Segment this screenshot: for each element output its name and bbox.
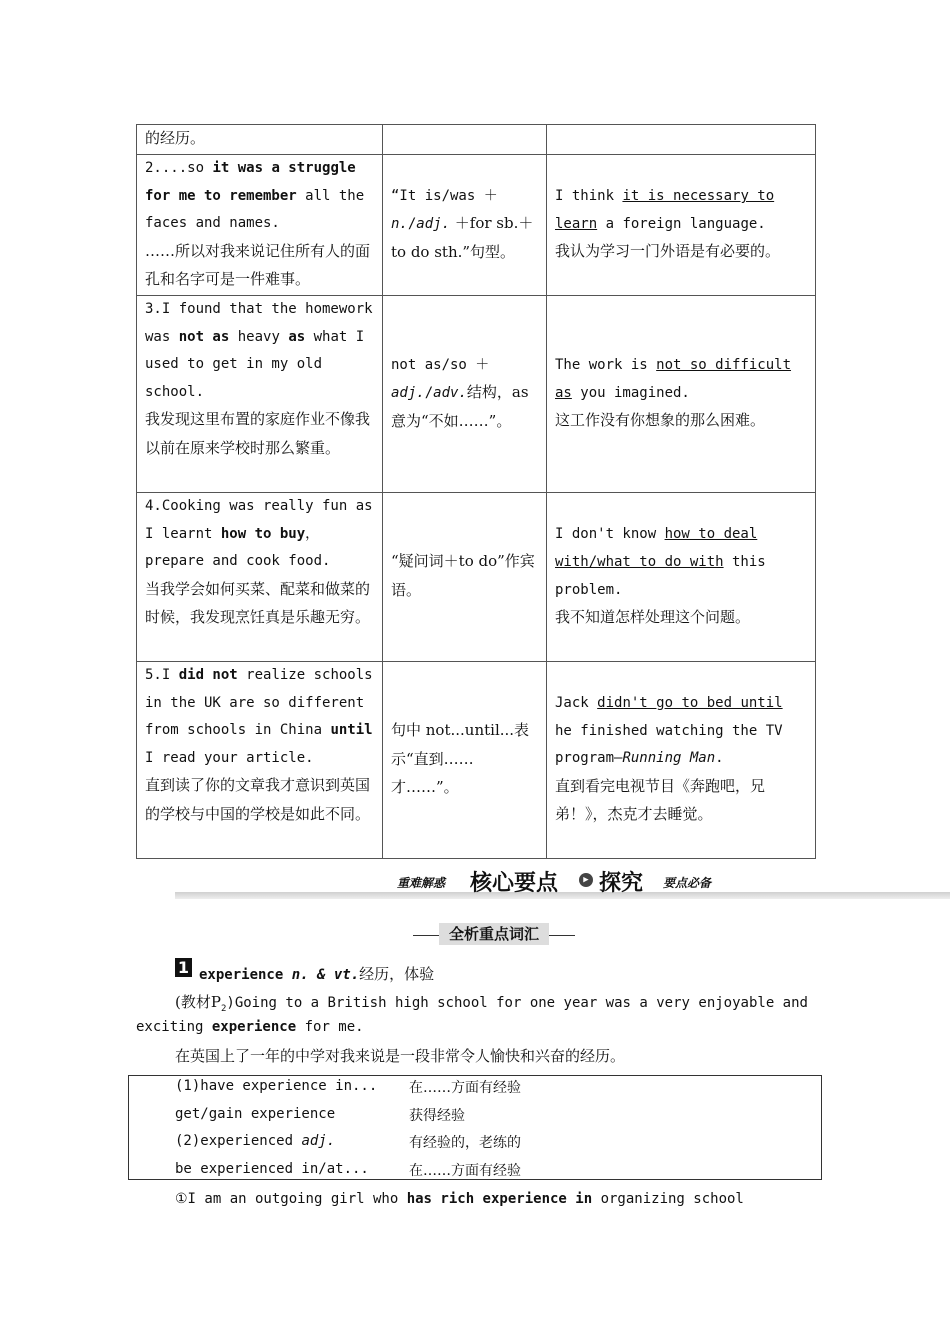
cell-text: 我不知道怎样处理这个问题。 xyxy=(555,608,751,627)
cell-text: adv. xyxy=(433,385,467,402)
table-cell xyxy=(547,296,816,493)
cell-text: how to deal with/what to do with xyxy=(555,526,758,570)
cell-text: it was a struggle for me to remember xyxy=(145,160,356,204)
cell-text: adj. xyxy=(391,385,425,402)
cell-text: until xyxy=(330,722,373,739)
cell-text: how to buy xyxy=(220,525,306,542)
table-row xyxy=(137,662,816,859)
cell-text: / xyxy=(424,385,434,402)
section-subtitle xyxy=(413,923,575,947)
cell-text: ……所以对我来说记住所有人的面孔和名字可是一件难事。 xyxy=(145,241,371,289)
example-line-2: exciting experience for me. xyxy=(136,1019,364,1035)
cell-text: 2....so xyxy=(145,160,213,176)
table-cell xyxy=(547,493,816,662)
cell-text: I don't know xyxy=(555,526,665,543)
phrase-4-en: be experienced in/at... xyxy=(175,1161,369,1177)
cell-text: n. xyxy=(391,216,408,233)
table-cell xyxy=(547,662,816,859)
banner-title-a: 核心要点 xyxy=(470,871,559,896)
section-banner xyxy=(175,866,950,902)
cell-text: all the faces and names. xyxy=(145,187,365,232)
entry-meaning: 经历，体验 xyxy=(359,965,435,983)
table-cell xyxy=(137,296,383,493)
cell-text: as xyxy=(288,328,306,345)
cell-text: Running Man xyxy=(622,750,716,767)
table-cell xyxy=(137,155,383,296)
entry-number: 1 xyxy=(175,958,192,977)
cell-text: . xyxy=(715,750,724,767)
cell-text: ＋for sb.＋to do sth.”句型。 xyxy=(391,214,534,261)
cell-text: this problem. xyxy=(555,553,766,598)
table-cell xyxy=(383,493,547,662)
table-row xyxy=(137,493,816,662)
table-cell xyxy=(547,155,816,296)
cell-text: adj. xyxy=(416,216,451,233)
cell-text: 我发现这里布置的家庭作业不像我以前在原来学校时那么繁重。 xyxy=(145,410,371,457)
table-cell xyxy=(547,125,816,155)
cell-text: not as xyxy=(178,328,230,345)
phrase-3-cn: 有经验的，老练的 xyxy=(409,1135,521,1151)
cell-text: “疑问词＋to do”作宾语。 xyxy=(391,552,535,599)
phrase-4-cn: 在……方面有经验 xyxy=(409,1163,521,1179)
cell-text: 直到读了你的文章我才意识到英国的学校与中国的学校是如此不同。 xyxy=(145,776,371,823)
cell-text: The work is xyxy=(555,357,657,374)
cell-text: Jack xyxy=(555,695,598,712)
cell-text: / xyxy=(407,216,417,233)
arrow-icon: ▶ xyxy=(579,873,593,887)
cell-text: 当我学会如何买菜、配菜和做菜的时候，我发现烹饪真是乐趣无穷。 xyxy=(145,579,371,627)
cell-text: not so difficult as xyxy=(555,357,792,401)
cell-text: realize schools in the UK are so different from schools in China xyxy=(145,667,373,739)
cell-text: did not xyxy=(178,667,238,683)
table-cell xyxy=(137,125,383,155)
phrase-1-cn: 在……方面有经验 xyxy=(409,1080,521,1096)
table-cell xyxy=(383,125,547,155)
cell-text: 5.I xyxy=(145,667,179,683)
table-cell xyxy=(383,662,547,859)
cell-text: what I used to get in my old school. xyxy=(145,328,365,400)
exercise-line: ①I am an outgoing girl who has rich experience in organizing school xyxy=(175,1191,744,1207)
banner-right-small: 要点必备 xyxy=(663,876,712,890)
cell-text: 的经历。 xyxy=(145,129,206,147)
cell-text: didn't go to bed until xyxy=(597,695,783,712)
table-cell xyxy=(383,155,547,296)
entry-word: experience xyxy=(199,967,284,983)
table-cell xyxy=(383,296,547,493)
table-row xyxy=(137,155,816,296)
cell-text: it is necessary to learn xyxy=(555,188,775,232)
cell-text: 结构，as 意为“不如……”。 xyxy=(391,383,529,430)
phrase-box xyxy=(128,1075,822,1180)
cell-text: I read your article. xyxy=(145,749,314,766)
phrase-3-en: (2)experienced adj. xyxy=(175,1133,336,1149)
cell-text: ，prepare and cook food. xyxy=(145,525,331,570)
example-translation: 在英国上了一年的中学对我来说是一段非常令人愉快和兴奋的经历。 xyxy=(175,1047,626,1065)
cell-text: “It is/was ＋ xyxy=(391,187,498,204)
table-cell xyxy=(137,662,383,859)
cell-text: he finished watching the TV program— xyxy=(555,722,783,767)
cell-text: 3.I found that the homework was xyxy=(145,301,373,345)
grammar-table xyxy=(136,124,816,859)
entry-pos: n. & vt. xyxy=(291,967,360,983)
entry-headword xyxy=(199,963,434,984)
cell-text: not as/so ＋ xyxy=(391,356,490,373)
cell-text: a foreign language. xyxy=(597,215,766,232)
banner-left-small: 重难解惑 xyxy=(397,876,446,890)
phrase-2-cn: 获得经验 xyxy=(409,1108,465,1124)
table-cell xyxy=(137,493,383,662)
cell-text: 这工作没有你想象的那么困难。 xyxy=(555,411,766,430)
cell-text: I think xyxy=(555,188,623,205)
cell-text: 句中 not...until...表示“直到……才……”。 xyxy=(391,721,530,797)
cell-text: 4.Cooking was really fun as I learnt xyxy=(145,498,373,542)
example-line-1: (教材$P_2)Going$ to a British high school for one year was a very enjoyable and xyxy=(175,993,808,1014)
banner-bar xyxy=(175,892,950,899)
cell-text: you imagined. xyxy=(571,384,690,401)
banner-title-b: 探究 xyxy=(599,871,644,896)
cell-text: heavy xyxy=(229,328,289,345)
phrase-1-en: (1)have experience in... xyxy=(175,1078,378,1094)
table-row xyxy=(137,296,816,493)
table-row xyxy=(137,125,816,155)
cell-text: 我认为学习一门外语是有必要的。 xyxy=(555,242,781,261)
cell-text: 直到看完电视节目《奔跑吧，兄弟！》，杰克才去睡觉。 xyxy=(555,776,766,824)
phrase-2-en: get/gain experience xyxy=(175,1106,336,1122)
section-subtitle-text: 全析重点词汇 xyxy=(439,923,549,945)
